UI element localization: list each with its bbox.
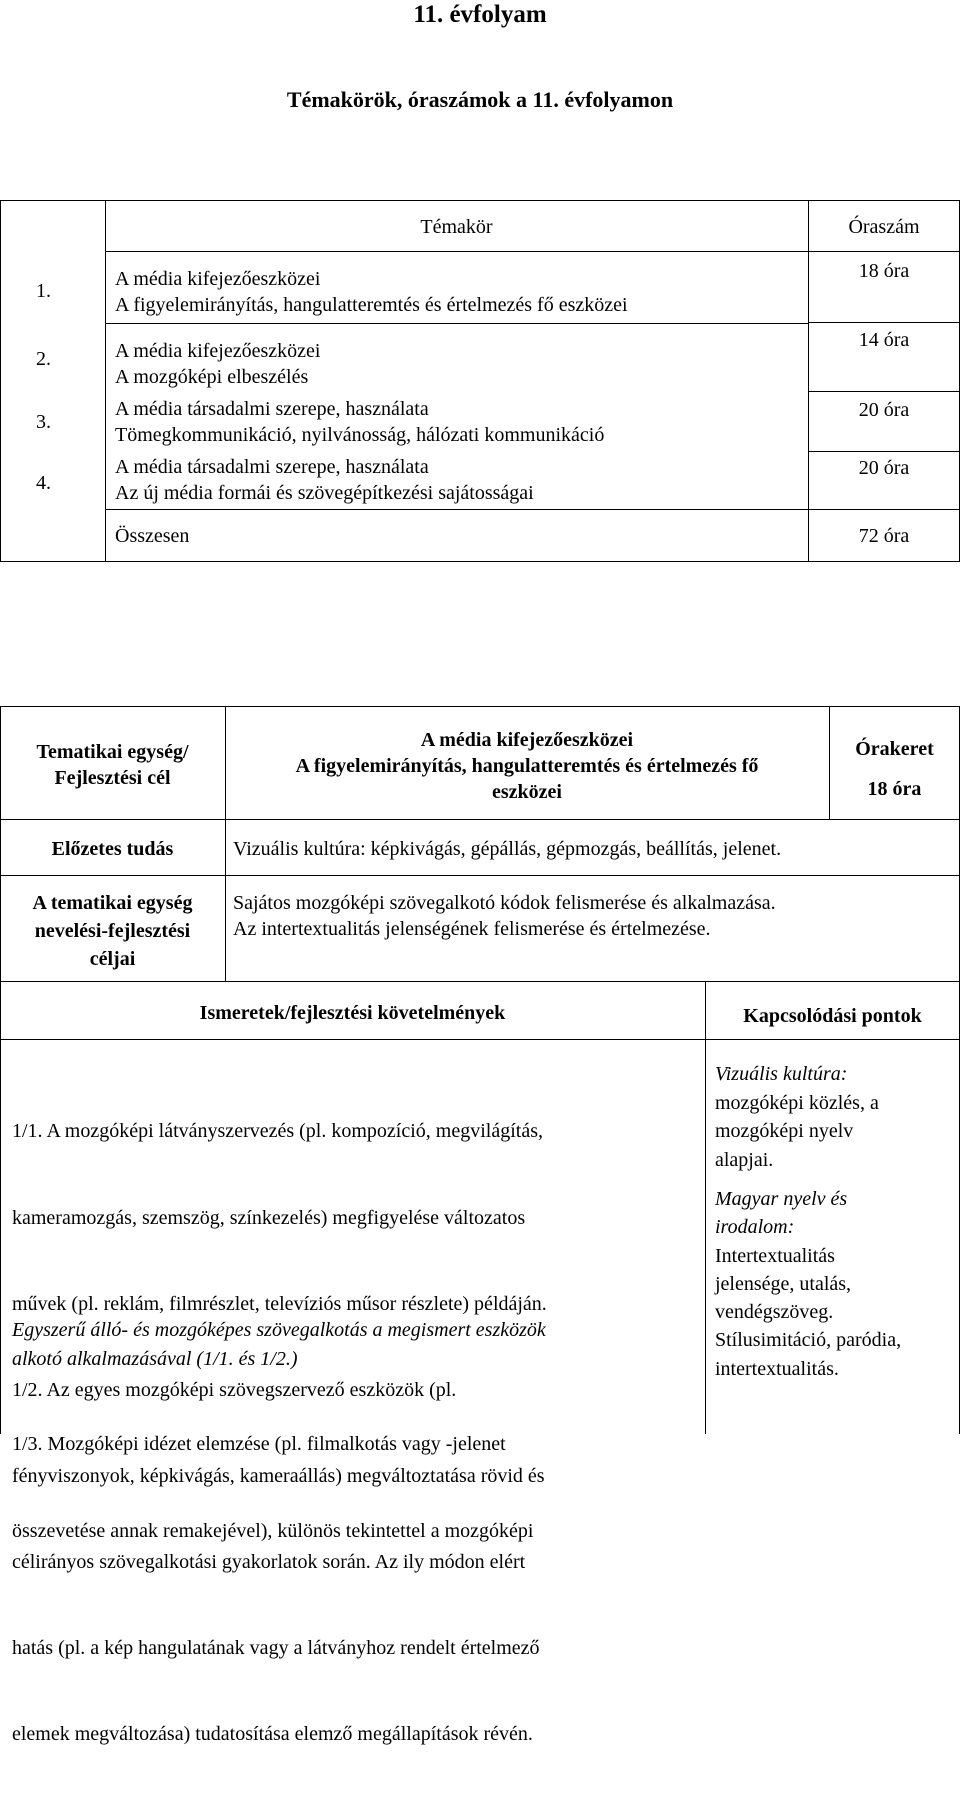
connection-line: jelensége, utalás, [715,1272,852,1295]
topic-hours: 20 óra [858,399,910,421]
page-subtitle: Témakörök, óraszámok a 11. évfolyamon [286,87,674,112]
topic-hours: 18 óra [858,260,910,282]
topic-title: A média társadalmi szerepe, használata [115,398,429,420]
hours-frame [829,736,960,802]
connection-line: mozgóképi nyelv [715,1120,854,1142]
prior-knowledge-label: Előzetes tudás [51,838,174,860]
row-number: 3. [36,411,51,433]
row-divider [808,451,960,452]
requirements-text-continued [12,1373,533,1603]
topic-subtitle: Tömegkommunikáció, nyilvánosság, hálózati kommunikáció [115,424,605,446]
requirement-italic-line: alkotó alkalmazásával (1/1. és 1/2.) [12,1347,298,1370]
total-label: Összesen [115,525,190,547]
goals-label-line: céljai [89,948,136,970]
goals-label-line: A tematikai egység [32,892,193,914]
connection-line: mozgóképi közlés, a [715,1091,879,1114]
unit-table-divider [0,875,960,876]
connection-subject: irodalom: [715,1216,795,1239]
requirement-line: célirányos szövegalkotási gyakorlatok során. Az ily módon elért [12,1550,526,1573]
row-divider [105,251,960,252]
column-header-topic: Témakör [420,216,493,238]
goals-text-line: Sajátos mozgóképi szövegalkotó kódok felismerése és alkalmazása. [233,892,776,914]
unit-table-divider [0,981,960,982]
topic-row [115,338,320,390]
requirement-line: 1/2. Az egyes mozgóképi szövegszervező eszközök (pl. [12,1378,457,1401]
requirements-italic [12,1316,546,1373]
connection-subject: Magyar nyelv és [715,1188,848,1210]
hours-frame-value: 18 óra [867,778,922,800]
topic-title: A média kifejezőeszközei [115,340,321,362]
topic-subtitle: A figyelemirányítás, hangulatteremtés és értelmezés fő eszközei [115,294,628,316]
row-divider [105,509,960,510]
requirement-line: elemek megváltozása) tudatosítása elemző megállapítások révén. [12,1723,533,1746]
topic-title: A média kifejezőeszközei [115,268,321,290]
connection-line: vendégszöveg. [715,1301,834,1324]
column-header-hours: Óraszám [848,216,920,238]
total-hours: 72 óra [858,525,910,547]
connections-header: Kapcsolódási pontok [743,1005,922,1027]
unit-table-divider [705,981,706,1434]
requirement-line: hatás (pl. a kép hangulatának vagy a látványhoz rendelt értelmező [12,1637,540,1660]
topic-title: A média társadalmi szerepe, használata [115,456,429,478]
row-number: 4. [36,472,51,494]
connection-line: alapjai. [715,1148,774,1171]
connections-text [715,1060,879,1174]
topics-table-divider [808,200,809,562]
goals-label [0,889,225,973]
unit-label-line: Tematikai egység/ [36,741,189,763]
row-number: 2. [36,348,51,370]
grade-title: 11. évfolyam [413,1,547,28]
hours-frame-label: Órakeret [855,738,934,760]
requirement-line: 1/3. Mozgóképi idézet elemzése (pl. filmalkotás vagy -jelenet [12,1433,506,1456]
connection-subject: Vizuális kultúra: [715,1063,848,1085]
requirement-line: összevetése annak remakejével), különös tekintettel a mozgóképi [12,1519,534,1542]
topic-row [115,454,534,506]
requirement-line: 1/1. A mozgóképi látványszervezés (pl. kompozíció, megvilágítás, [12,1120,543,1143]
connection-line: intertextualitás. [715,1357,839,1380]
unit-title-line: A figyelemirányítás, hangulatteremtés és értelmezés fő [295,755,759,777]
unit-label-line: Fejlesztési cél [54,767,171,789]
requirement-italic-line: Egyszerű álló- és mozgóképes szövegalkotás a megismert eszközök [12,1319,546,1341]
unit-title-line: eszközei [492,781,562,803]
topics-table-divider [105,200,106,562]
row-divider [105,323,808,324]
row-divider [808,322,960,323]
topic-row [115,396,604,448]
topic-subtitle: Az új média formái és szövegépítkezési sajátosságai [115,482,534,504]
requirements-header: Ismeretek/fejlesztési követelmények [199,1002,506,1024]
requirement-line: művek (pl. reklám, filmrészlet, televíziós műsor részlete) példáján. [12,1292,547,1315]
topic-hours: 20 óra [858,457,910,479]
unit-table-divider [0,819,960,820]
connections-text-2 [715,1185,901,1383]
unit-label [0,739,225,791]
row-divider [808,391,960,392]
goals-label-line: nevelési-fejlesztési [34,920,191,942]
topic-subtitle: A mozgóképi elbeszélés [115,366,309,388]
connection-line: Stílusimitáció, paródia, [715,1329,902,1352]
requirement-line: kameramozgás, szemszög, színkezelés) megfigyelése változatos [12,1206,526,1229]
connection-line: Intertextualitás [715,1244,835,1267]
goals-text [233,890,776,942]
goals-text-line: Az intertextualitás jelenségének felismerése és értelmezése. [233,918,711,940]
topic-row [115,266,628,318]
unit-title [225,727,829,805]
requirement-line: fényviszonyok, képkivágás, kameraállás) megváltoztatása rövid és [12,1464,545,1487]
topic-hours: 14 óra [858,329,910,351]
unit-title-line: A média kifejezőeszközei [420,729,634,751]
row-number: 1. [36,280,51,302]
unit-table-divider [0,1039,960,1040]
prior-knowledge-text: Vizuális kultúra: képkivágás, gépállás, gépmozgás, beállítás, jelenet. [233,838,782,860]
